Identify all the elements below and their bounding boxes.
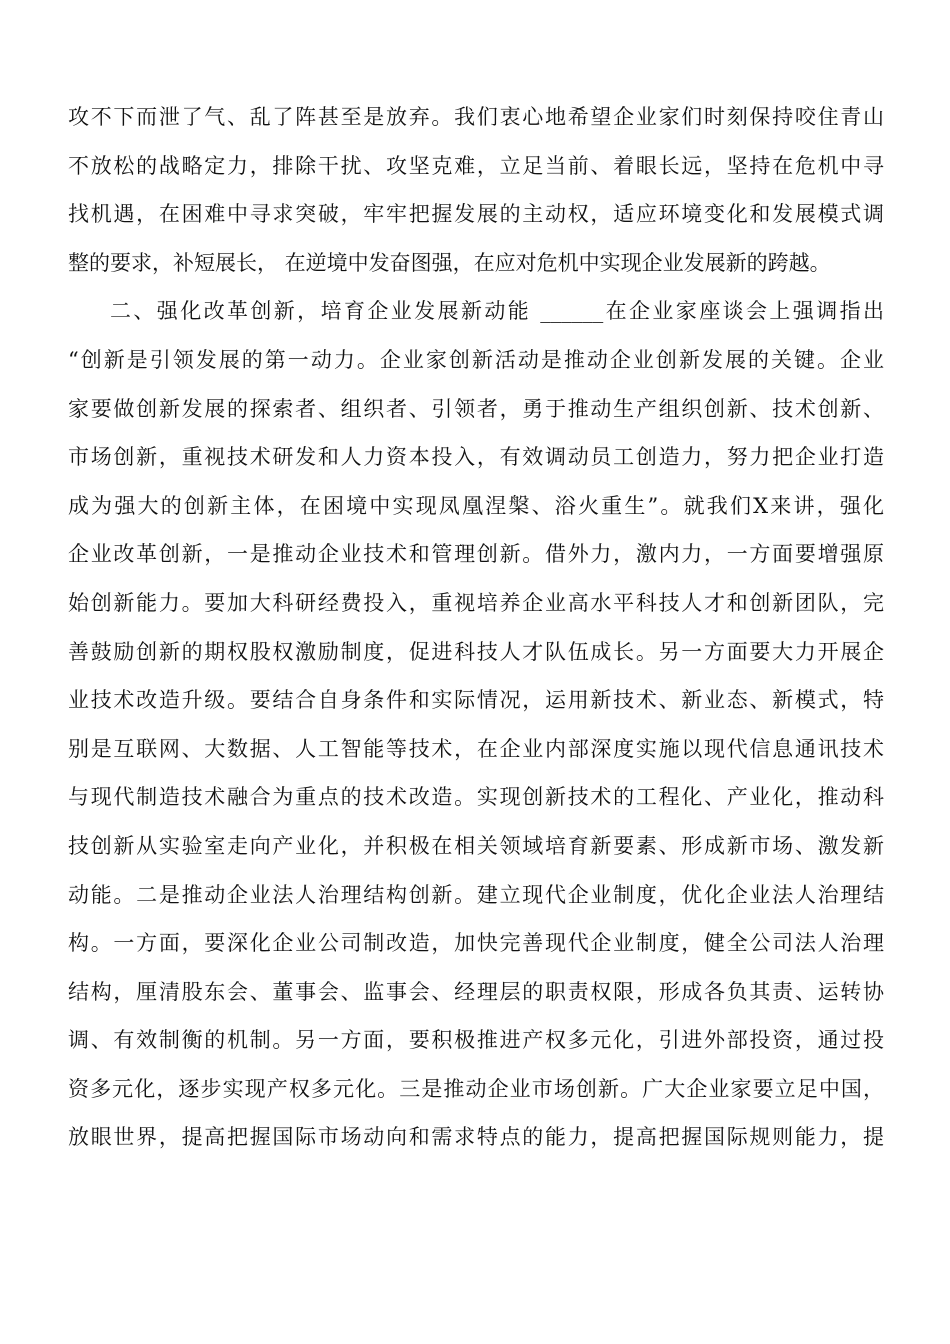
text-line: 构。一方面，要深化企业公司制改造，加快完善现代企业制度，健全公司法人治理 [68, 931, 884, 956]
text-line: 资多元化，逐步实现产权多元化。三是推动企业市场创新。广大企业家要立足中国， [68, 1076, 884, 1101]
text-line: 放眼世界，提高把握国际市场动向和需求特点的能力，提高把握国际规则能力，提 [68, 1125, 884, 1150]
text-line: 结构，厘清股东会、董事会、监事会、经理层的职责权限，形成各负其责、运转协 [68, 979, 884, 1004]
text-line: 市场创新，重视技术研发和人力资本投入，有效调动员工创造力，努力把企业打造 [68, 445, 884, 470]
text-line: 别是互联网、大数据、人工智能等技术，在企业内部深度实施以现代信息通讯技术 [68, 736, 884, 761]
text-line: “创新是引领发展的第一动力。企业家创新活动是推动企业创新发展的关键。企业 [68, 347, 884, 372]
text-line: 不放松的战略定力，排除干扰、攻坚克难，立足当前、着眼长远，坚持在危机中寻 [68, 153, 884, 178]
text-line: 与现代制造技术融合为重点的技术改造。实现创新技术的工程化、产业化，推动科 [68, 785, 884, 810]
text-line: 技创新从实验室走向产业化，并积极在相关领域培育新要素、形成新市场、激发新 [68, 833, 884, 858]
text-line: 始创新能力。要加大科研经费投入，重视培养企业高水平科技人才和创新团队，完 [68, 590, 884, 615]
text-line: 攻不下而泄了气、乱了阵甚至是放弃。我们衷心地希望企业家们时刻保持咬住青山 [68, 105, 884, 129]
section-heading-line: 二、强化改革创新，培育企业发展新动能 ______在企业家座谈会上强调指出 [110, 299, 884, 324]
text-line: 调、有效制衡的机制。另一方面，要积极推进产权多元化，引进外部投资，通过投 [68, 1028, 884, 1053]
text-line: 找机遇，在困难中寻求突破，牢牢把握发展的主动权，适应环境变化和发展模式调 [68, 202, 884, 227]
text-line: 家要做创新发展的探索者、组织者、引领者，勇于推动生产组织创新、技术创新、 [68, 396, 884, 421]
text-line: 动能。二是推动企业法人治理结构创新。建立现代企业制度，优化企业法人治理结 [68, 882, 884, 907]
text-line: 成为强大的创新主体，在困境中实现凤凰涅槃、浴火重生”。就我们X来讲，强化 [68, 493, 884, 518]
text-line: 业技术改造升级。要结合自身条件和实际情况，运用新技术、新业态、新模式，特 [68, 688, 884, 713]
body-text [68, 93, 884, 1162]
text-line: 企业改革创新，一是推动企业技术和管理创新。借外力，激内力，一方面要增强原 [68, 542, 884, 567]
text-line: 善鼓励创新的期权股权激励制度，促进科技人才队伍成长。另一方面要大力开展企 [68, 639, 884, 664]
text-line: 整的要求，补短展长， 在逆境中发奋图强，在应对危机中实现企业发展新的跨越。 [68, 250, 831, 275]
